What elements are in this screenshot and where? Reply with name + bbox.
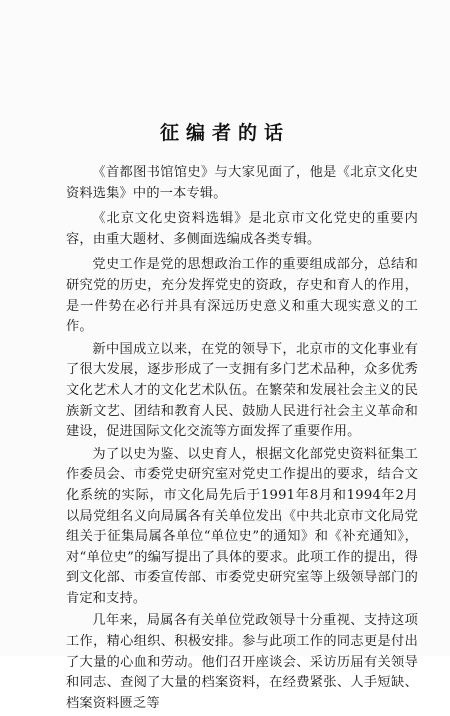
paragraph-1: 《首都图书馆馆史》与大家见面了，他是《北京文化史资料选集》中的一本专辑。 xyxy=(66,165,418,201)
paragraph-6: 几年来，局属各有关单位党政领导十分重视、支持这项工作，精心组织、积极安排。参与此项工作的同志更是付出了大量的心血和劳动。他们召开座谈会、采访历届有关领导和同志、查阅了大量的档案资料，在经费紧张、人手短缺、档案资料匮乏等 xyxy=(66,613,418,711)
page-title: 征编者的话 xyxy=(159,122,290,144)
paragraph-4: 新中国成立以来，在党的领导下，北京市的文化事业有了很大发展，逐步形成了一支拥有多门艺术品种，众多优秀文化艺术人才的文化艺术队伍。在繁荣和发展社会主义的民族新文艺、团结和教育人民、鼓励人民进行社会主义革命和建设，促进国际文化交流等方面发挥了重要作用。 xyxy=(66,341,418,440)
paragraph-5: 为了以史为鉴、以史育人，根据文化部党史资料征集工作委员会、市委党史研究室对党史工作提出的要求，结合文化系统的实际，市文化局先后于1991年8月和1994年2月以局党组名义向局属各有关单位发出《中共北京市文化局党组关于征集局属各单位“单位史”的通知》和《补充通知》，对“单位史”的编写提出了具体的要求。此项工作的提出，得到文化部、市委宣传部、市委党史研究室等上级领导部门的肯定和支持。 xyxy=(66,446,418,606)
body-text xyxy=(66,163,418,716)
paragraph-3: 党史工作是党的思想政治工作的重要组成部分，总结和研究党的历史，充分发挥党史的资政，存史和育人的作用，是一件势在必行并具有深远历史意义和重大现实意义的工作。 xyxy=(66,257,418,335)
paragraph-2: 《北京文化史资料选辑》是北京市文化党史的重要内容，由重大题材、多侧面选编成各类专辑。 xyxy=(66,211,418,247)
